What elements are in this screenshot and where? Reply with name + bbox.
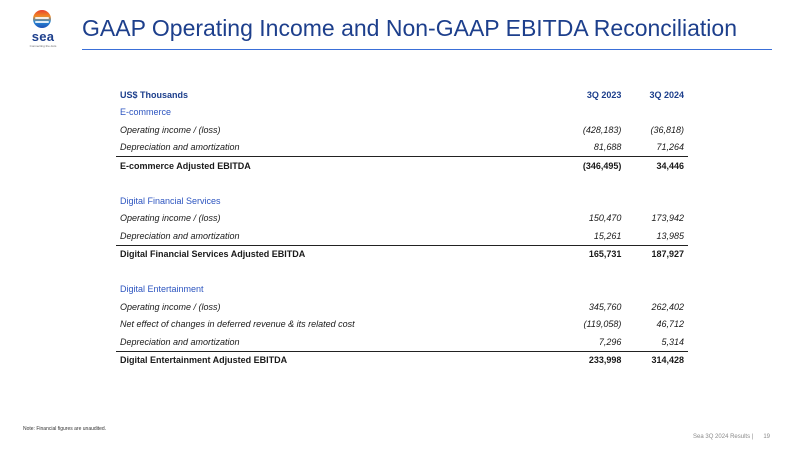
total-row (116, 157, 688, 175)
value-3q2023: (428,183) (582, 124, 622, 135)
value-3q2024: 13,985 (625, 227, 688, 245)
value-3q2023: 345,760 (588, 301, 622, 312)
total-3q2023: 165,731 (588, 249, 622, 260)
row-label: Depreciation and amortization (116, 227, 563, 245)
row-label: Net effect of changes in deferred revenue & its related cost (120, 319, 355, 330)
total-3q2024: 187,927 (651, 249, 684, 260)
sea-logo-icon (33, 10, 51, 28)
segment-header-row (116, 104, 688, 122)
total-label: E-commerce Adjusted EBITDA (120, 160, 251, 171)
title-divider (82, 49, 772, 50)
logo-wave (35, 21, 49, 23)
segment-title-dfs: Digital Financial Services (120, 195, 221, 206)
units-header: US$ Thousands (120, 89, 189, 100)
value-3q2024: 5,314 (625, 333, 688, 351)
total-label: Digital Financial Services Adjusted EBITDA (120, 249, 306, 260)
value-3q2023: (119,058) (583, 319, 622, 330)
table-row (116, 298, 688, 316)
table-row (116, 121, 688, 139)
value-3q2024: 262,402 (651, 301, 684, 312)
footnote: Note: Financial figures are unaudited. (23, 426, 107, 432)
logo-text: sea (31, 29, 55, 44)
logo-tagline: Connecting the dots (29, 44, 57, 48)
segment-title-de: Digital Entertainment (120, 284, 204, 295)
value-3q2024: 71,264 (625, 139, 688, 157)
sea-logo (14, 8, 70, 52)
value-3q2024: 173,942 (651, 213, 684, 224)
page-title: GAAP Operating Income and Non-GAAP EBITDA Reconciliation (82, 15, 737, 41)
table-row (116, 210, 688, 228)
row-label: Operating income / (loss) (120, 213, 221, 224)
logo-wave (35, 17, 49, 19)
value-3q2023: 81,688 (563, 139, 626, 157)
total-row (116, 245, 688, 263)
spacer-row (116, 263, 688, 281)
footer-text: Sea 3Q 2024 Results | (693, 434, 754, 440)
total-3q2023: 233,998 (588, 355, 622, 366)
segment-header-row (116, 192, 688, 210)
segment-header-row (116, 281, 688, 299)
total-3q2024: 314,428 (651, 355, 684, 366)
row-label: Depreciation and amortization (116, 333, 563, 351)
total-3q2023: (346,495) (582, 160, 622, 171)
value-3q2024: (36,818) (650, 124, 684, 135)
slide-footer (693, 434, 770, 440)
total-3q2024: 34,446 (656, 160, 684, 171)
col-header-3q2024: 3Q 2024 (649, 89, 684, 100)
page-number: 19 (763, 434, 770, 440)
table-row (116, 227, 688, 245)
total-label: Digital Entertainment Adjusted EBITDA (120, 355, 288, 366)
table-row (116, 139, 688, 157)
value-3q2023: 7,296 (563, 333, 626, 351)
value-3q2023: 150,470 (588, 213, 622, 224)
row-label: Operating income / (loss) (120, 301, 221, 312)
table-row (116, 333, 688, 351)
col-header-3q2023: 3Q 2023 (586, 89, 622, 100)
value-3q2023: 15,261 (563, 227, 626, 245)
table-header-row (116, 86, 688, 104)
reconciliation-table (116, 86, 688, 369)
total-row (116, 351, 688, 369)
row-label: Operating income / (loss) (120, 124, 221, 135)
row-label: Depreciation and amortization (116, 139, 563, 157)
table-row (116, 316, 688, 334)
segment-title-ecommerce: E-commerce (120, 107, 172, 118)
value-3q2024: 46,712 (656, 319, 684, 330)
spacer-row (116, 175, 688, 193)
